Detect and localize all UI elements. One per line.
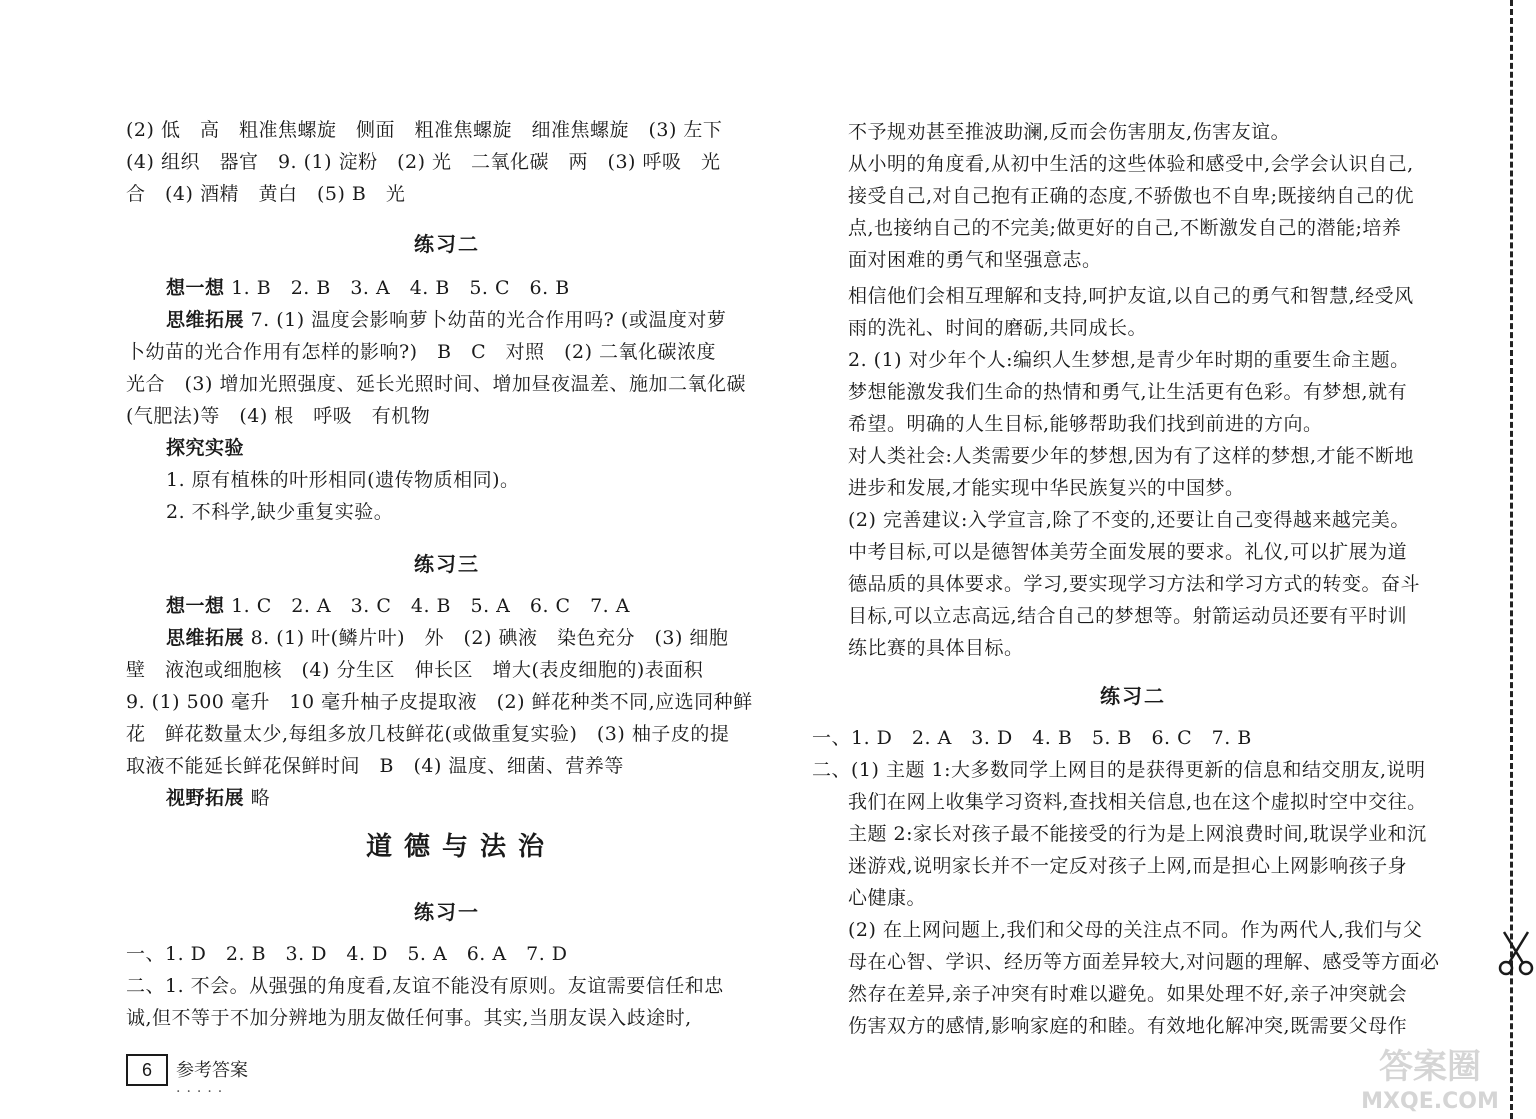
answer-line: 取液不能延长鲜花保鲜时间 B (4) 温度、细菌、营养等	[126, 755, 624, 777]
answer-line: 壁 液泡或细胞核 (4) 分生区 伸长区 增大(表皮细胞的)表面积	[126, 659, 704, 681]
scissors-icon	[1496, 928, 1536, 984]
watermark-text: 答案圈	[1379, 1047, 1481, 1087]
answer-line: 从小明的角度看,从初中生活的这些体验和感受中,会学会认识自己,	[848, 153, 1414, 175]
expand-answers: 8. (1) 叶(鳞片叶) 外 (2) 碘液 染色充分 (3) 细胞	[250, 627, 729, 649]
answer-line: (4) 组织 器官 9. (1) 淀粉 (2) 光 二氧化碳 两 (3) 呼吸 光	[126, 151, 721, 173]
think-label: 想一想	[166, 595, 225, 617]
think-answers: 1. C 2. A 3. C 4. B 5. A 6. C 7. A	[231, 595, 630, 617]
answer-line: 相信他们会相互理解和支持,呵护友谊,以自己的勇气和智慧,经受风	[848, 285, 1414, 307]
answer-line: 9. (1) 500 毫升 10 毫升柚子皮提取液 (2) 鲜花种类不同,应选同种鲜	[126, 691, 753, 713]
section-heading: 练习二	[1100, 684, 1166, 708]
subject-title: 道德与法治	[366, 832, 557, 862]
expand-label: 思维拓展	[166, 627, 245, 649]
section-heading: 练习一	[414, 900, 480, 924]
section-heading: 练习三	[414, 552, 480, 576]
answer-line: 德品质的具体要求。学习,要实现学习方法和学习方式的转变。奋斗	[848, 573, 1421, 595]
answer-line: 二、1. 不会。从强强的角度看,友谊不能没有原则。友谊需要信任和忠	[126, 975, 724, 997]
answer-line: 练比赛的具体目标。	[848, 637, 1024, 659]
answer-line: 2. (1) 对少年个人:编织人生梦想,是青少年时期的重要生命主题。	[848, 349, 1410, 371]
expand-row	[166, 626, 728, 650]
answer-line: 进步和发展,才能实现中华民族复兴的中国梦。	[848, 477, 1245, 499]
answer-line: 1. 原有植株的叶形相同(遗传物质相同)。	[166, 469, 520, 491]
footer-label: 参考答案	[176, 1060, 248, 1080]
answer-line: 对人类社会:人类需要少年的梦想,因为有了这样的梦想,才能不断地	[848, 445, 1414, 467]
think-answers: 1. B 2. B 3. A 4. B 5. C 6. B	[231, 277, 570, 299]
answer-line: 梦想能激发我们生命的热情和勇气,让生活更有色彩。有梦想,就有	[848, 381, 1408, 403]
answer-line: 中考目标,可以是德智体美劳全面发展的要求。礼仪,可以扩展为道	[848, 541, 1408, 563]
expand-row	[166, 308, 726, 332]
answer-line: 心健康。	[848, 887, 927, 909]
answer-line: (气肥法)等 (4) 根 呼吸 有机物	[126, 405, 431, 427]
answer-line: 诚,但不等于不加分辨地为朋友做任何事。其实,当朋友误入歧途时,	[126, 1007, 692, 1029]
expand-label: 思维拓展	[166, 309, 245, 331]
answer-line: 一、1. D 2. B 3. D 4. D 5. A 6. A 7. D	[126, 943, 568, 965]
answer-line: 主题 2:家长对孩子最不能接受的行为是上网浪费时间,耽误学业和沉	[848, 823, 1427, 845]
answer-line: 我们在网上收集学习资料,查找相关信息,也在这个虚拟时空中交往。	[848, 791, 1427, 813]
answer-line: 接受自己,对自己抱有正确的态度,不骄傲也不自卑;既接纳自己的优	[848, 185, 1414, 207]
answer-line: 然存在差异,亲子冲突有时难以避免。如果处理不好,亲子冲突就会	[848, 983, 1408, 1005]
page-number: 6	[126, 1054, 168, 1086]
answer-line: 光合 (3) 增加光照强度、延长光照时间、增加昼夜温差、施加二氧化碳	[126, 373, 746, 395]
answer-line: 二、(1) 主题 1:大多数同学上网目的是获得更新的信息和结交朋友,说明	[812, 759, 1426, 781]
answer-line: 伤害双方的感情,影响家庭的和睦。有效地化解冲突,既需要父母作	[848, 1015, 1408, 1037]
experiment-label: 探究实验	[166, 437, 245, 459]
watermark-url: MXQE.COM	[1361, 1089, 1499, 1114]
answer-line: (2) 低 高 粗准焦螺旋 侧面 粗准焦螺旋 细准焦螺旋 (3) 左下	[126, 119, 723, 141]
answer-line: 2. 不科学,缺少重复实验。	[166, 501, 394, 523]
think-row	[166, 276, 570, 300]
vision-label: 视野拓展	[166, 787, 245, 809]
answer-line: 母在心智、学识、经历等方面差异较大,对问题的理解、感受等方面必	[848, 951, 1440, 973]
vision-row	[166, 786, 270, 810]
answer-line: 花 鲜花数量太少,每组多放几枝鲜花(或做重复实验) (3) 柚子皮的提	[126, 723, 730, 745]
section-heading: 练习二	[414, 232, 480, 256]
footer-dots: .....	[176, 1080, 229, 1096]
answer-line: 面对困难的勇气和坚强意志。	[848, 249, 1102, 271]
answer-line: (2) 完善建议:入学宣言,除了不变的,还要让自己变得越来越完美。	[848, 509, 1410, 531]
answer-line: 一、1. D 2. A 3. D 4. B 5. B 6. C 7. B	[812, 727, 1252, 749]
expand-answers: 7. (1) 温度会影响萝卜幼苗的光合作用吗? (或温度对萝	[250, 309, 727, 331]
answer-line: 卜幼苗的光合作用有怎样的影响?) B C 对照 (2) 二氧化碳浓度	[126, 341, 717, 363]
answer-line: 迷游戏,说明家长并不一定反对孩子上网,而是担心上网影响孩子身	[848, 855, 1408, 877]
think-label: 想一想	[166, 277, 225, 299]
answer-line: 合 (4) 酒精 黄白 (5) B 光	[126, 183, 406, 205]
answer-line: 点,也接纳自己的不完美;做更好的自己,不断激发自己的潜能;培养	[848, 217, 1402, 239]
answer-line: 不予规劝甚至推波助澜,反而会伤害朋友,伤害友谊。	[848, 121, 1291, 143]
vision-answer: 略	[250, 787, 271, 809]
think-row	[166, 594, 630, 618]
answer-line: (2) 在上网问题上,我们和父母的关注点不同。作为两代人,我们与父	[848, 919, 1423, 941]
watermark-logo	[1330, 1040, 1530, 1115]
answer-line: 希望。明确的人生目标,能够帮助我们找到前进的方向。	[848, 413, 1323, 435]
answer-line: 雨的洗礼、时间的磨砺,共同成长。	[848, 317, 1148, 339]
answer-line: 目标,可以立志高远,结合自己的梦想等。射箭运动员还要有平时训	[848, 605, 1408, 627]
